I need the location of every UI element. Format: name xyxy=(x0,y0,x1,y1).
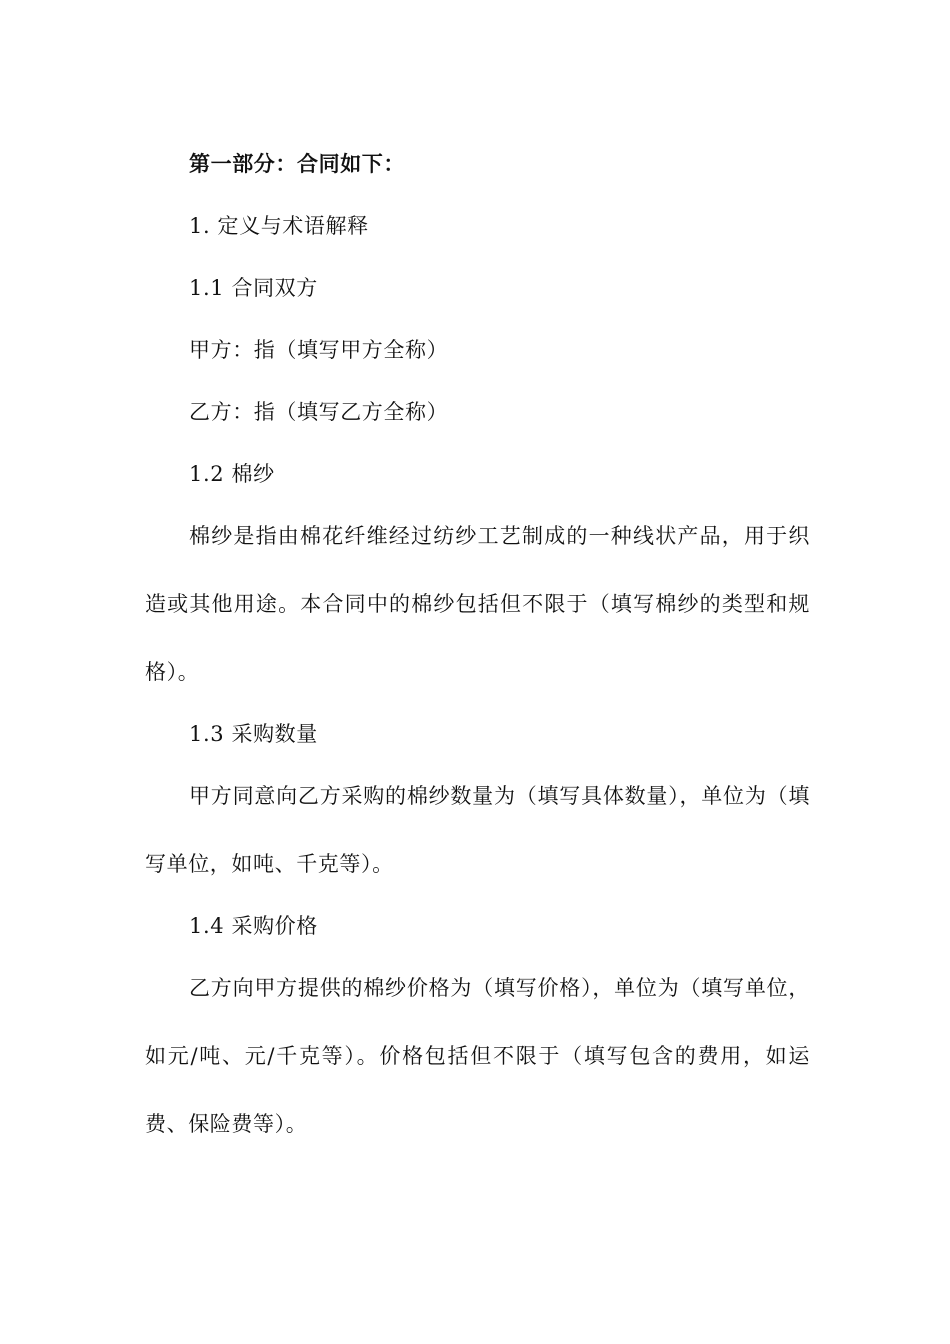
document-body xyxy=(145,133,810,1155)
section-1-heading: 1. 定义与术语解释 xyxy=(189,214,369,238)
quantity-paragraph: 甲方同意向乙方采购的棉纱数量为（填写具体数量），单位为（填写单位，如吨、千克等）。 xyxy=(145,784,810,876)
section-1-3-heading: 1.3 采购数量 xyxy=(189,722,318,746)
cotton-yarn-paragraph: 棉纱是指由棉花纤维经过纺纱工艺制成的一种线状产品，用于织造或其他用途。本合同中的棉纱包括但不限于（填写棉纱的类型和规格）。 xyxy=(145,524,810,684)
party-b-definition: 乙方：指（填写乙方全称） xyxy=(189,400,449,424)
section-1-4-heading: 1.4 采购价格 xyxy=(189,914,318,938)
section-1-1-heading: 1.1 合同双方 xyxy=(189,276,318,300)
price-paragraph: 乙方向甲方提供的棉纱价格为（填写价格），单位为（填写单位，如元/吨、元/千克等）。价格包括但不限于（填写包含的费用，如运费、保险费等）。 xyxy=(145,976,810,1136)
section-1-2-heading: 1.2 棉纱 xyxy=(189,462,275,486)
party-a-definition: 甲方：指（填写甲方全称） xyxy=(189,338,449,362)
part-title: 第一部分：合同如下： xyxy=(189,151,405,176)
